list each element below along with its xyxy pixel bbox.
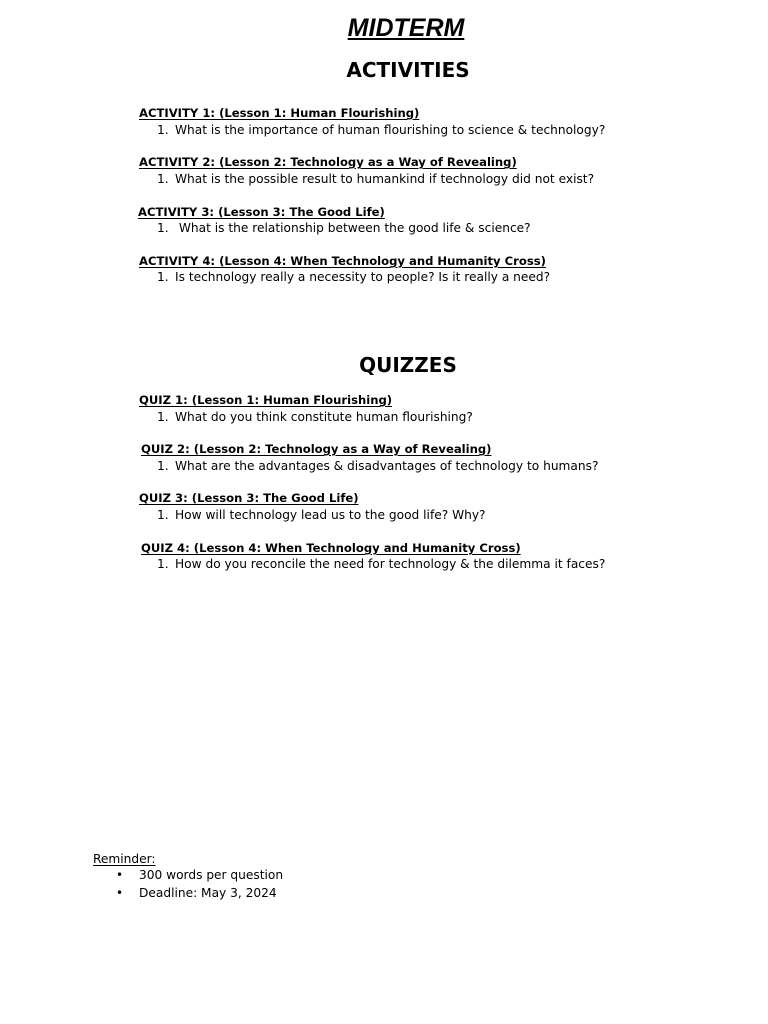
activities-heading: ACTIVITIES — [346, 58, 470, 82]
activity-1-heading: ACTIVITY 1: (Lesson 1: Human Flourishing) — [139, 106, 420, 120]
question-text: What is the possible result to humankind if technology did not exist? — [175, 172, 595, 186]
question-text: What are the advantages & disadvantages of technology to humans? — [175, 459, 599, 473]
activity-3-heading: ACTIVITY 3: (Lesson 3: The Good Life) — [138, 205, 385, 219]
list-number: 1. — [157, 270, 169, 284]
activity-3-question — [157, 221, 531, 235]
question-text: How will technology lead us to the good life? Why? — [175, 508, 486, 522]
question-text: What is the relationship between the good life & science? — [175, 221, 531, 235]
quiz-1-heading: QUIZ 1: (Lesson 1: Human Flourishing) — [139, 393, 393, 407]
document-title: MIDTERM — [347, 14, 465, 42]
activity-2-heading: ACTIVITY 2: (Lesson 2: Technology as a Way of Revealing) — [139, 155, 517, 169]
reminder-text: 300 words per question — [139, 868, 284, 882]
quizzes-heading: QUIZZES — [359, 353, 457, 377]
activity-4-question — [157, 270, 550, 284]
list-number: 1. — [157, 459, 169, 473]
quiz-3-question — [157, 508, 486, 522]
quiz-2-heading: QUIZ 2: (Lesson 2: Technology as a Way of Revealing) — [141, 442, 492, 456]
quiz-3-heading: QUIZ 3: (Lesson 3: The Good Life) — [139, 491, 359, 505]
quiz-4-heading: QUIZ 4: (Lesson 4: When Technology and Humanity Cross) — [141, 541, 521, 555]
question-text: What do you think constitute human flourishing? — [175, 410, 473, 424]
question-text: What is the importance of human flourishing to science & technology? — [175, 123, 606, 137]
bullet-icon: • — [116, 868, 124, 882]
list-number: 1. — [157, 123, 169, 137]
reminder-label: Reminder: — [93, 852, 156, 866]
question-text: How do you reconcile the need for technology & the dilemma it faces? — [175, 557, 606, 571]
list-number: 1. — [157, 221, 169, 235]
list-number: 1. — [157, 172, 169, 186]
activity-1-question — [157, 123, 605, 137]
quiz-1-question — [157, 410, 473, 424]
quiz-4-question — [157, 557, 605, 571]
list-number: 1. — [157, 557, 169, 571]
quiz-2-question — [157, 459, 598, 473]
list-number: 1. — [157, 410, 169, 424]
activity-4-heading: ACTIVITY 4: (Lesson 4: When Technology and Humanity Cross) — [139, 254, 546, 268]
question-text: Is technology really a necessity to people? Is it really a need? — [175, 270, 551, 284]
activity-2-question — [157, 172, 594, 186]
reminder-item-words — [116, 868, 283, 882]
reminder-item-deadline — [116, 886, 277, 900]
bullet-icon: • — [116, 886, 124, 900]
reminder-text: Deadline: May 3, 2024 — [139, 886, 277, 900]
list-number: 1. — [157, 508, 169, 522]
